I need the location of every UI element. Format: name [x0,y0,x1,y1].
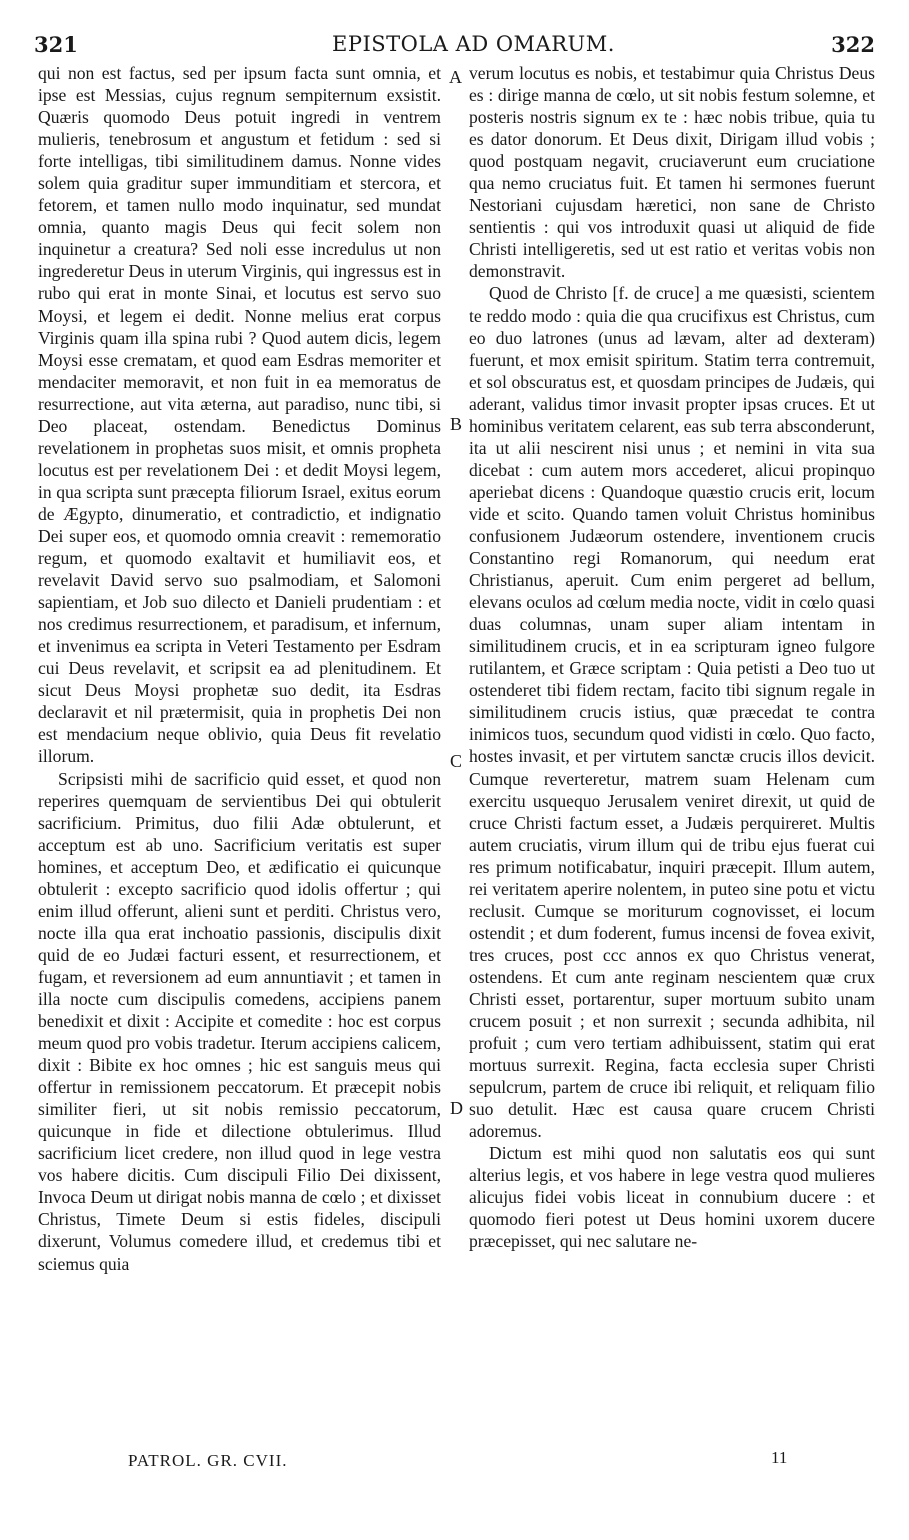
footer-number: 11 [771,1448,788,1467]
margin-letter-a: A [449,67,462,87]
page-number-right: 322 [831,32,875,57]
page-number-left: 321 [34,32,78,57]
right-paragraph: Dictum est mihi quod non salutatis eos qui sunt alterius legis, et vos habere in lege vestra quod mulieres alicujus fidei vobis liceat in connubium ducere : et quomodo fieri potest ut Deus homini uxorem ducere præcepisset, qui nec salutare ne- [469,1143,875,1252]
left-column [38,62,441,1275]
right-column [469,62,875,1253]
margin-letter-b: B [450,414,463,434]
running-title: EPISTOLA AD OMARUM. [332,32,615,56]
right-paragraph: Quod de Christo [f. de cruce] a me quæsisti, scientem te reddo modo : quia die qua crucifixus est Christus, cum eo duo latrones (unus ad lævam, alter ad dexteram) fuerunt, et mox emisit spiritum. Statim terra contremuit, et sol obscuratus est, et quosdam principes de Judæis, qui aderant, validus timor invasit propter ipsas cruces. Et ut hominibus veritatem celarent, eas sub terra absconderunt, ita ut alii nescirent nisi unus ; et nemini in vita sua dicebat : cum autem mors accederet, alicui propinquo aperiebat dicens : Quandoque quæstio crucis erit, locum vide et scito. Quando tamen voluit Christus hominibus confusionem Judæorum ostendere, inventionem crucis Constantino regi Romanorum, qui needum erat Christianus, aperuit. Cum enim pergeret ad bellum, elevans oculos ad cœlum media nocte, vidit in cœlo quasi duas columnas, unam super aliam intentam in similitudinem crucis, et in ea scripturam igneo fulgore rutilantem, et Græce scriptam : Quia petisti a Deo tuo ut ostenderet tibi fidem rectam, facito tibi signum regale in similitudinem crucis istius, quæ præcedat te contra inimicos tuos, secundum quod vidisti in cœlo. Quo facto, hostes invasit, et per virtutem sanctæ crucis illos devicit. Cumque reverteretur, matrem suam Helenam cum exercitu usquequo Jerusalem veniret direxit, ut quid de cruce Christi factum esset, a Judæis perquireret. Multis autem cruciatis, virum illum qui de tribu ejus fuerat cui res primum notificabatur, inquiri præcepit. Illum autem, rei veritatem aperire nolentem, in puteo sine potu et victu reclusit. Cumque se moriturum cognovisset, ei locum ostendit ; et dum foderent, fumus incensi de fovea exivit, tres cruces, post ccc annos ex quo Christus venerat, ostendens. Et cum ante reginam nescientem quæ crux Christi esset, portarentur, super mortuum subito unam crucem posuit ; et non surrexit ; secunda adhibita, nil profuit ; cum vero tertiam adhibuissent, statim qui erat mortuus surrexit. Regina, facta ecclesia super Christi sepulcrum, partem de cruce ibi reliquit, et reliquam filio suo detulit. Hæc est causa quare crucem Christi adoremus. [469,283,875,1142]
right-paragraph: verum locutus es nobis, et testabimur quia Christus Deus es : dirige manna de cœlo, ut sit nobis festum solemne, et posteris nostris signum ex te : hæc nobis tribue, quia tu es dator donorum. Et Deus dixit, Dirigam illud vobis ; quod postquam negavit, cruciaverunt eum cruciatione qua nemo cruciatus fuit. Et tamen hi sermones fuerunt Nestoriani cujusdam hæretici, non sane de Christo sentientis : qui vos introduxit quasi ut aliquid de fide Christi intelligeretis, sed ut est ratio et veritas vobis non demonstravit. [469,63,875,282]
margin-letter-d: D [450,1098,463,1118]
margin-letter-c: C [450,751,463,771]
page-header [0,30,909,64]
footer-signature: PATROL. GR. CVII. [128,1451,288,1470]
left-paragraph: qui non est factus, sed per ipsum facta sunt omnia, et ipse est Messias, cujus regnum sempiternum exsistit. Quæris quomodo Deus potuit ingredi in ventrem mulieris, tenebrosum et angustum et fetidum : sed si forte intelligas, tibi similitudinem damus. Nonne vides solem quia graditur super immunditiam et stercora, et fetorem, et tamen nullo modo inquinatur, sed mundat omnia, quanto magis Deus qui fecit solem non inquinetur a creatura? Sed noli esse incredulus ut non ingrederetur Deus in uterum Virginis, qui ingressus est in rubo qui erat in monte Sinai, et locutus est servo suo Moysi, et legem ei dedit. Nonne melius erat corpus Virginis quam illa spina rubi ? Quod autem dicis, legem Moysi esse crematam, et quod eam Esdras memoriter et mendaciter memoravit, et non fuit in ea memoratus de resurrectione, aut vita æterna, aut paradiso, nunc tibi, si Deo placeat, ostendam. Benedictus Dominus revelationem in prophetas suos misit, et omnis propheta locutus est per revelationem Dei : et dedit Moysi legem, in qua scripta sunt præcepta filiorum Israel, exitus eorum de Ægypto, dinumeratio, et contradictio, et indignatio Dei super eos, et quomodo omnia creavit : rememoratio regum, et quomodo exaltavit et humiliavit eos, et revelavit David servo suo psalmodiam, et Salomoni sapientiam, et Job suo dilecto et Danieli prudentiam : et nos credimus resurrectionem, et paradisum, et infernum, et invenimus ea scripta in Veteri Testamento per Esdram cui Deus revelavit, et scripsit ea ad plenitudinem. Et sicut Deus Moysi prophetæ suo dedit, ita Esdras declaravit et nil prætermisit, quia in prophetis Dei non est mendacium neque oblivio, quia Deus fit revelatio illorum. [38,63,441,767]
left-paragraph: Scripsisti mihi de sacrificio quid esset, et quod non reperires quemquam de servientibus Dei qui obtulerit sacrificium. Primitus, duo filii Adæ obtulerunt, et acceptum est ab uno. Sacrificium veritatis est super homines, et acceptum Deo, et ædificatio ei quicunque obtulerit : excepto sacrificio quod idolis offertur ; qui enim illud offerunt, alieni sunt et perditi. Christus vero, nocte illa qua erat inchoatio passionis, discipulis dixit quid de eo Judæi facturi essent, et resurrectionem, et fugam, et reversionem ad eum annuntiavit ; et tamen in illa nocte cum discipulis comedens, accipiens panem benedixit et dixit : Accipite et comedite : hoc est corpus meum quod pro vobis tradetur. Iterum accipiens calicem, dixit : Bibite ex hoc omnes ; hic est sanguis meus qui offertur in remissionem peccatorum. Et præcepit nobis similiter fieri, ut sit nobis remissio peccatorum, quicunque in fide et dilectione obtulerimus. Illud sacrificium licet credere, non illud quod in lege vestra vos habere dicitis. Cum discipuli Filio Dei dixissent, Invoca Deum ut dirigat nobis manna de cœlo ; et dixisset Christus, Timete Deum si estis fideles, discipuli dixerunt, Volumus comedere illud, et credemus tibi et sciemus quia [38,768,441,1274]
